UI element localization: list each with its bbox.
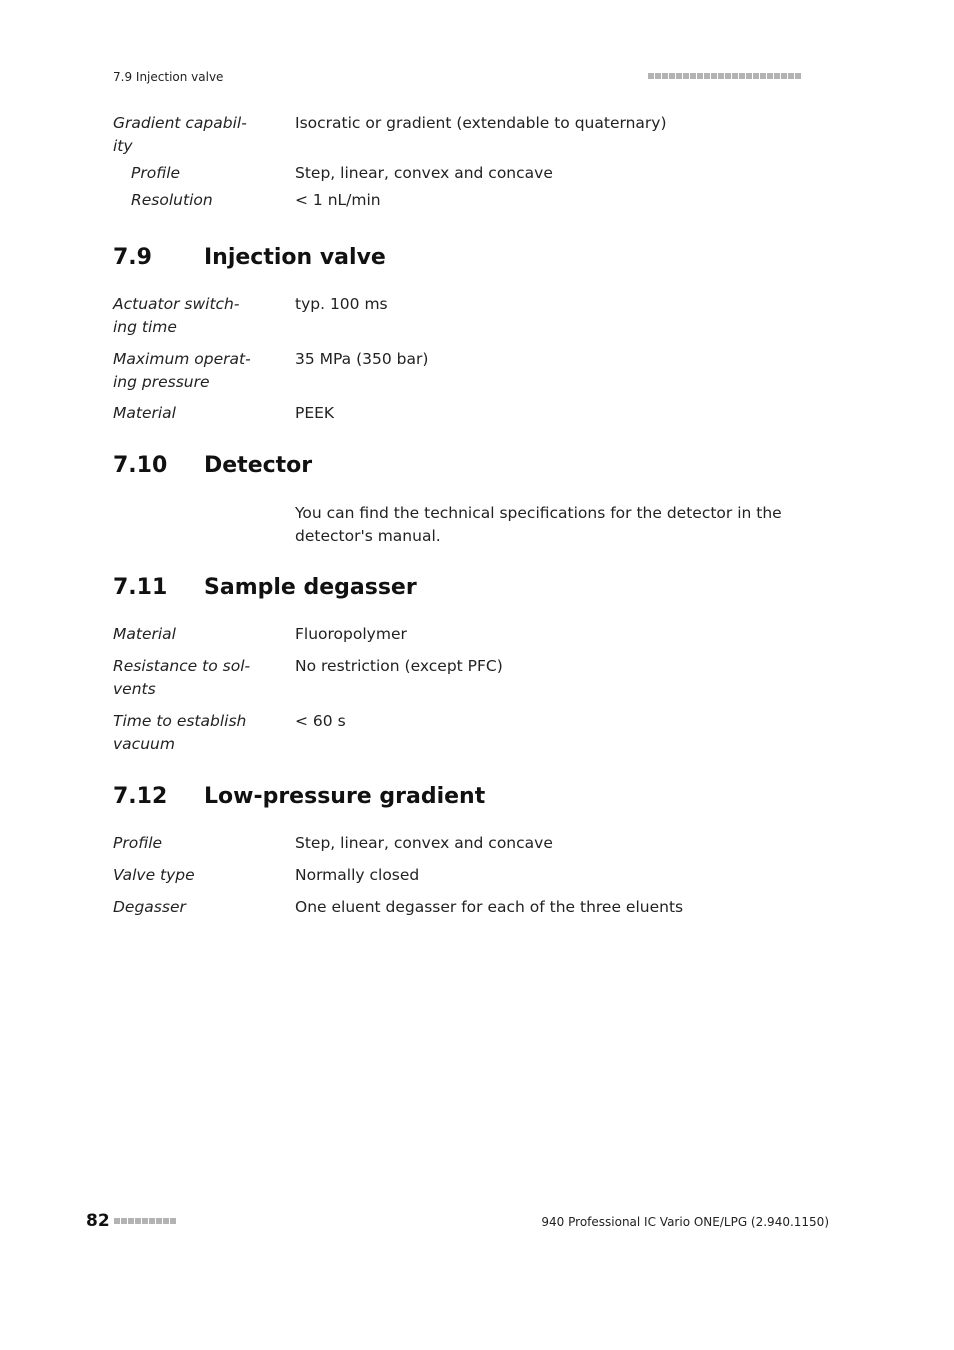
decorative-square [149,1218,155,1224]
decorative-square [156,1218,162,1224]
section-number: 7.9 [113,245,152,270]
decorative-square [788,73,794,79]
section-number: 7.12 [113,784,168,809]
footer-decoration [114,1218,176,1224]
decorative-square [718,73,724,79]
decorative-square [121,1218,127,1224]
spec-label: Valve type [113,866,195,884]
decorative-square [774,73,780,79]
decorative-square [655,73,661,79]
decorative-square [683,73,689,79]
detector-paragraph: You can find the technical specifications for the detector in the detector's manual. [295,504,782,545]
section-title: Low-pressure gradient [204,784,486,809]
spec-label: Material [113,404,176,422]
section-number: 7.11 [113,575,168,600]
decorative-square [676,73,682,79]
spec-value: < 1 nL/min [295,191,381,209]
spec-label: Profile [131,164,181,182]
decorative-square [648,73,654,79]
spec-value: One eluent degasser for each of the three eluents [295,898,684,916]
spec-label: Resolution [131,191,213,209]
header-decoration [648,73,801,79]
decorative-square [690,73,696,79]
decorative-square [760,73,766,79]
decorative-square [767,73,773,79]
decorative-square [739,73,745,79]
document-title: 940 Professional IC Vario ONE/LPG (2.940.1150) [541,1215,829,1229]
spec-label: Actuator switch- ing time [113,295,240,336]
section-number: 7.10 [113,453,168,478]
page-number: 82 [86,1211,110,1231]
running-header-section: 7.9 Injection valve [113,70,224,84]
decorative-square [128,1218,134,1224]
spec-value: Step, linear, convex and concave [295,834,553,852]
spec-value: Fluoropolymer [295,625,407,643]
spec-value: 35 MPa (350 bar) [295,350,429,368]
spec-label: Profile [113,834,163,852]
decorative-square [725,73,731,79]
decorative-square [704,73,710,79]
section-title: Detector [204,453,313,478]
decorative-square [795,73,801,79]
decorative-square [163,1218,169,1224]
decorative-square [669,73,675,79]
spec-label: Resistance to sol- vents [113,657,251,698]
section-title: Injection valve [204,245,386,270]
decorative-square [746,73,752,79]
decorative-square [697,73,703,79]
spec-label: Maximum operat- ing pressure [113,350,251,391]
decorative-square [781,73,787,79]
decorative-square [711,73,717,79]
spec-label: Gradient capabil- ity [113,114,247,155]
decorative-square [170,1218,176,1224]
spec-value: < 60 s [295,712,346,730]
spec-label: Degasser [113,898,186,916]
decorative-square [662,73,668,79]
spec-value: Step, linear, convex and concave [295,164,553,182]
decorative-square [135,1218,141,1224]
spec-value: typ. 100 ms [295,295,388,313]
spec-value: PEEK [295,404,335,422]
decorative-square [753,73,759,79]
spec-value: Isocratic or gradient (extendable to quaternary) [295,114,667,132]
spec-label: Time to establish vacuum [113,712,247,753]
decorative-square [732,73,738,79]
spec-value: No restriction (except PFC) [295,657,503,675]
section-title: Sample degasser [204,575,417,600]
spec-value: Normally closed [295,866,420,884]
decorative-square [114,1218,120,1224]
decorative-square [142,1218,148,1224]
spec-label: Material [113,625,176,643]
